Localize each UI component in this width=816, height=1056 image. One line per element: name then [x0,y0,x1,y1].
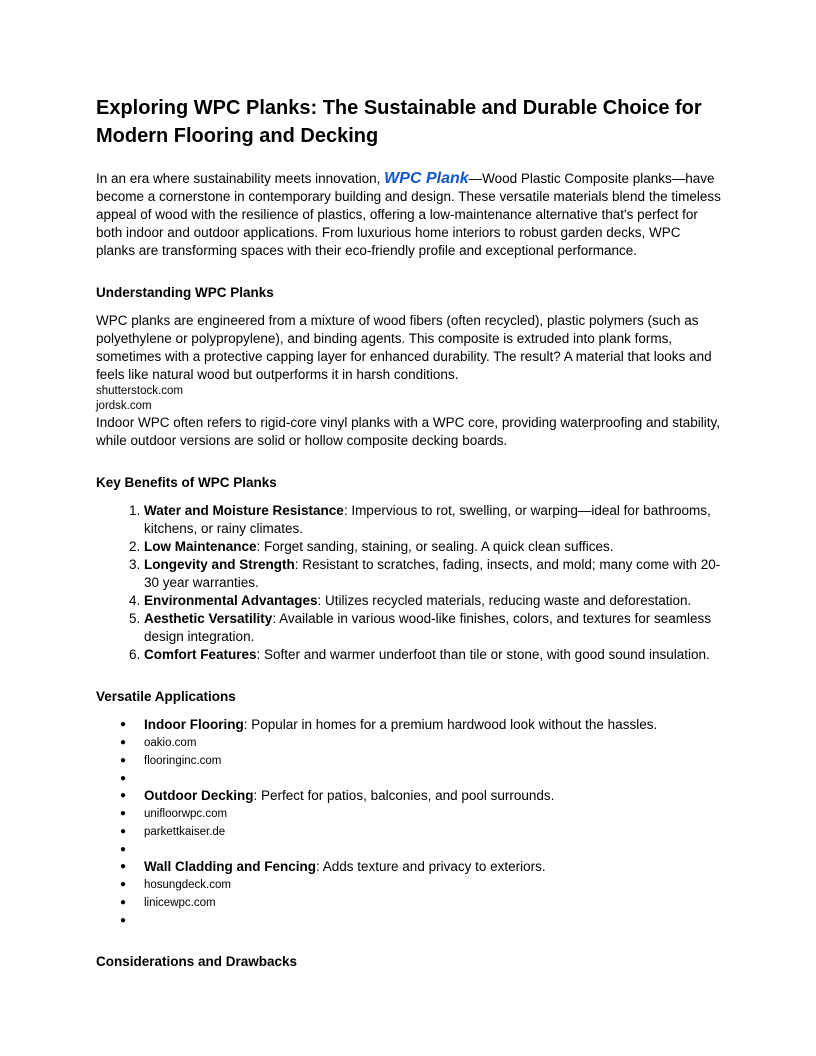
intro-text-before: In an era where sustainability meets innovation, [96,171,385,186]
list-item: 2. Low Maintenance: Forget sanding, staining, or sealing. A quick clean suffices. [144,538,722,556]
list-item: 6. Comfort Features: Softer and warmer underfoot than tile or stone, with good sound insulation. [144,646,722,664]
list-item: 3. Longevity and Strength: Resistant to scratches, fading, insects, and mold; many come with 20-30 year warranties. [144,556,722,592]
empty-list-item [144,770,722,787]
source-oakio: ● oakio.com [144,734,722,752]
source-linicewpc: ● linicewpc.com [144,894,722,912]
understanding-body-2: Indoor WPC often refers to rigid-core vinyl planks with a WPC core, providing waterproofing and stability, while outdoor versions are solid or hollow composite decking boards. [96,415,721,448]
document-page [96,94,722,981]
source-hosungdeck: ● hosungdeck.com [144,876,722,894]
list-item: 4. Environmental Advantages: Utilizes recycled materials, reducing waste and deforestation. [144,592,722,610]
source-parkettkaiser: ● parkettkaiser.de [144,823,722,841]
benefits-heading: Key Benefits of WPC Planks [96,475,277,490]
considerations-heading: Considerations and Drawbacks [96,954,298,969]
wpc-plank-link[interactable]: WPC Plank [384,170,469,187]
intro-text-after: —Wood Plastic Composite planks—have become a cornerstone in contemporary building and design. These versatile materials blend the timeless appeal of wood with the resilience of plastics, offering a low-maintenance alternative that's perfect for both indoor and outdoor applications. From luxurious home interiors to robust garden decks, WPC planks are transforming spaces with their eco-friendly profile and exceptional performance. [96,171,721,258]
page-title: Exploring WPC Planks: The Sustainable and Durable Choice for Modern Flooring and Decking [96,97,702,147]
list-item: 5. Aesthetic Versatility: Available in various wood-like finishes, colors, and textures for seamless design integration. [144,610,722,646]
applications-heading: Versatile Applications [96,689,236,704]
list-item-outdoor-decking: ● Outdoor Decking: Perfect for patios, balconies, and pool surrounds. [144,787,722,805]
applications-list [96,716,722,929]
empty-list-item [144,912,722,929]
benefits-list [96,502,722,664]
intro-paragraph [96,170,722,260]
applications-section [96,688,722,929]
understanding-heading: Understanding WPC Planks [96,285,274,300]
list-item-indoor-flooring: ● Indoor Flooring: Popular in homes for a premium hardwood look without the hassles. [144,716,722,734]
source-unifloorwpc: ● unifloorwpc.com [144,805,722,823]
source-jordsk: jordsk.com [96,400,152,412]
list-item-wall-cladding: ● Wall Cladding and Fencing: Adds texture and privacy to exteriors. [144,858,722,876]
understanding-section [96,284,722,450]
source-shutterstock: shutterstock.com [96,385,183,397]
list-item: 1. Water and Moisture Resistance: Impervious to rot, swelling, or warping—ideal for bathrooms, kitchens, or rainy climates. [144,502,722,538]
benefits-section [96,474,722,664]
source-flooringinc: ● flooringinc.com [144,752,722,770]
understanding-body: WPC planks are engineered from a mixture of wood fibers (often recycled), plastic polymers (such as polyethylene or polypropylene), and binding agents. This composite is extruded into plank forms, sometimes with a protective capping layer for enhanced durability. The result? A material that looks and feels like natural wood but outperforms it in harsh conditions. [96,313,712,382]
empty-list-item [144,841,722,858]
